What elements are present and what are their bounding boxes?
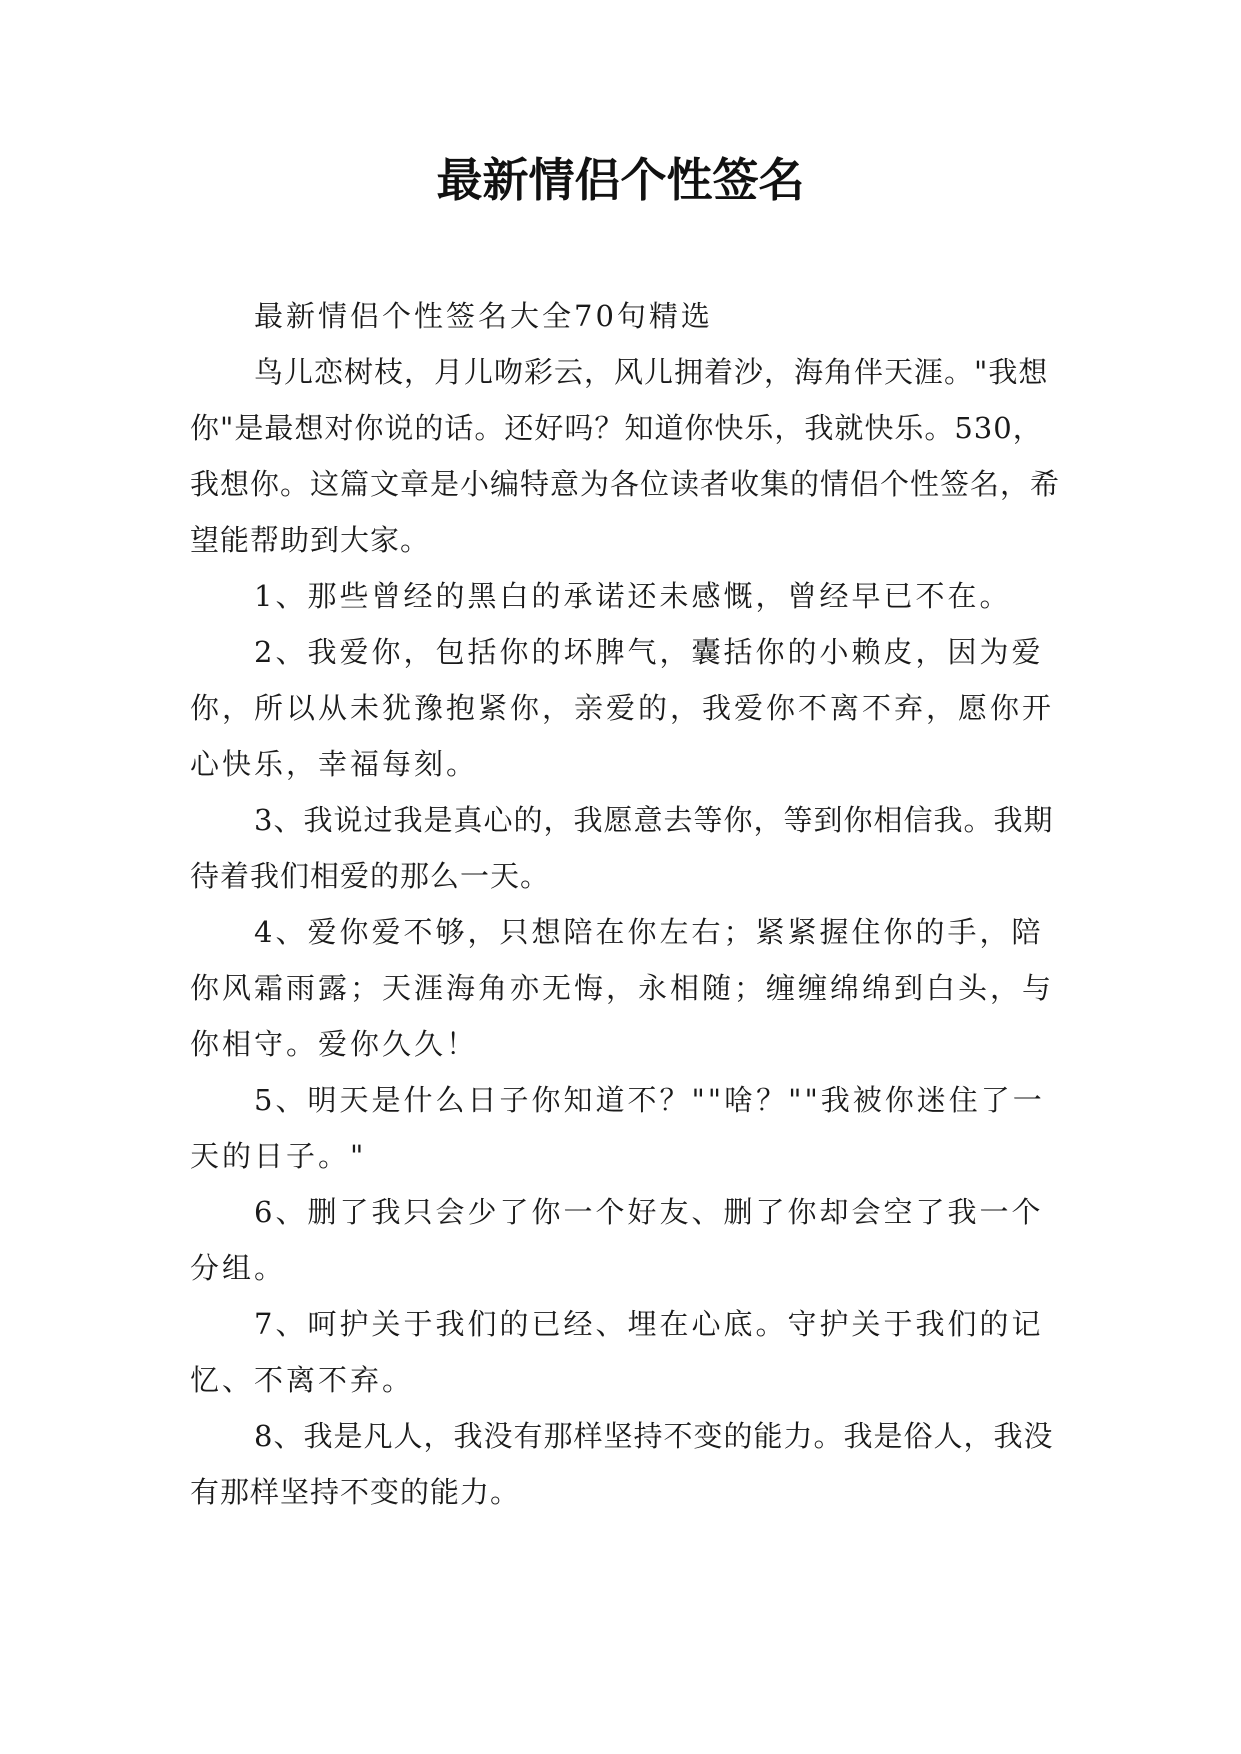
- paragraph-item-1: 1、那些曾经的黑白的承诺还未感慨，曾经早已不在。: [254, 579, 1012, 613]
- paragraph-intro: 鸟儿恋树枝，月儿吻彩云，风儿拥着沙，海角伴天涯。"我想你"是最想对你说的话。还好吗？知道你快乐，我就快乐。530，我想你。这篇文章是小编特意为各位读者收集的情侣个性签名，希望能帮助到大家。: [190, 355, 1061, 557]
- paragraph-item-7: 7、呵护关于我们的已经、埋在心底。守护关于我们的记忆、不离不弃。: [190, 1307, 1044, 1397]
- paragraph-item-2: 2、我爱你，包括你的坏脾气，囊括你的小赖皮，因为爱你，所以从未犹豫抱紧你，亲爱的，我爱你不离不弃，愿你开心快乐，幸福每刻。: [190, 635, 1055, 781]
- paragraph-item-8: 8、我是凡人，我没有那样坚持不变的能力。我是俗人，我没有那样坚持不变的能力。: [190, 1419, 1054, 1509]
- paragraph-item-6: 6、删了我只会少了你一个好友、删了你却会空了我一个分组。: [190, 1195, 1044, 1285]
- document-body: [190, 288, 1070, 1520]
- document-title: 最新情侣个性签名: [436, 153, 805, 207]
- paragraph-subtitle: 最新情侣个性签名大全70句精选: [254, 299, 713, 333]
- paragraph-item-4: 4、爱你爱不够，只想陪在你左右；紧紧握住你的手，陪你风霜雨露；天涯海角亦无悔，永相随；缠缠绵绵到白头，与你相守。爱你久久！: [190, 915, 1055, 1061]
- paragraph-item-3: 3、我说过我是真心的，我愿意去等你，等到你相信我。我期待着我们相爱的那么一天。: [190, 803, 1054, 893]
- paragraph-item-5: 5、明天是什么日子你知道不？""啥？""我被你迷住了一天的日子。": [190, 1083, 1045, 1173]
